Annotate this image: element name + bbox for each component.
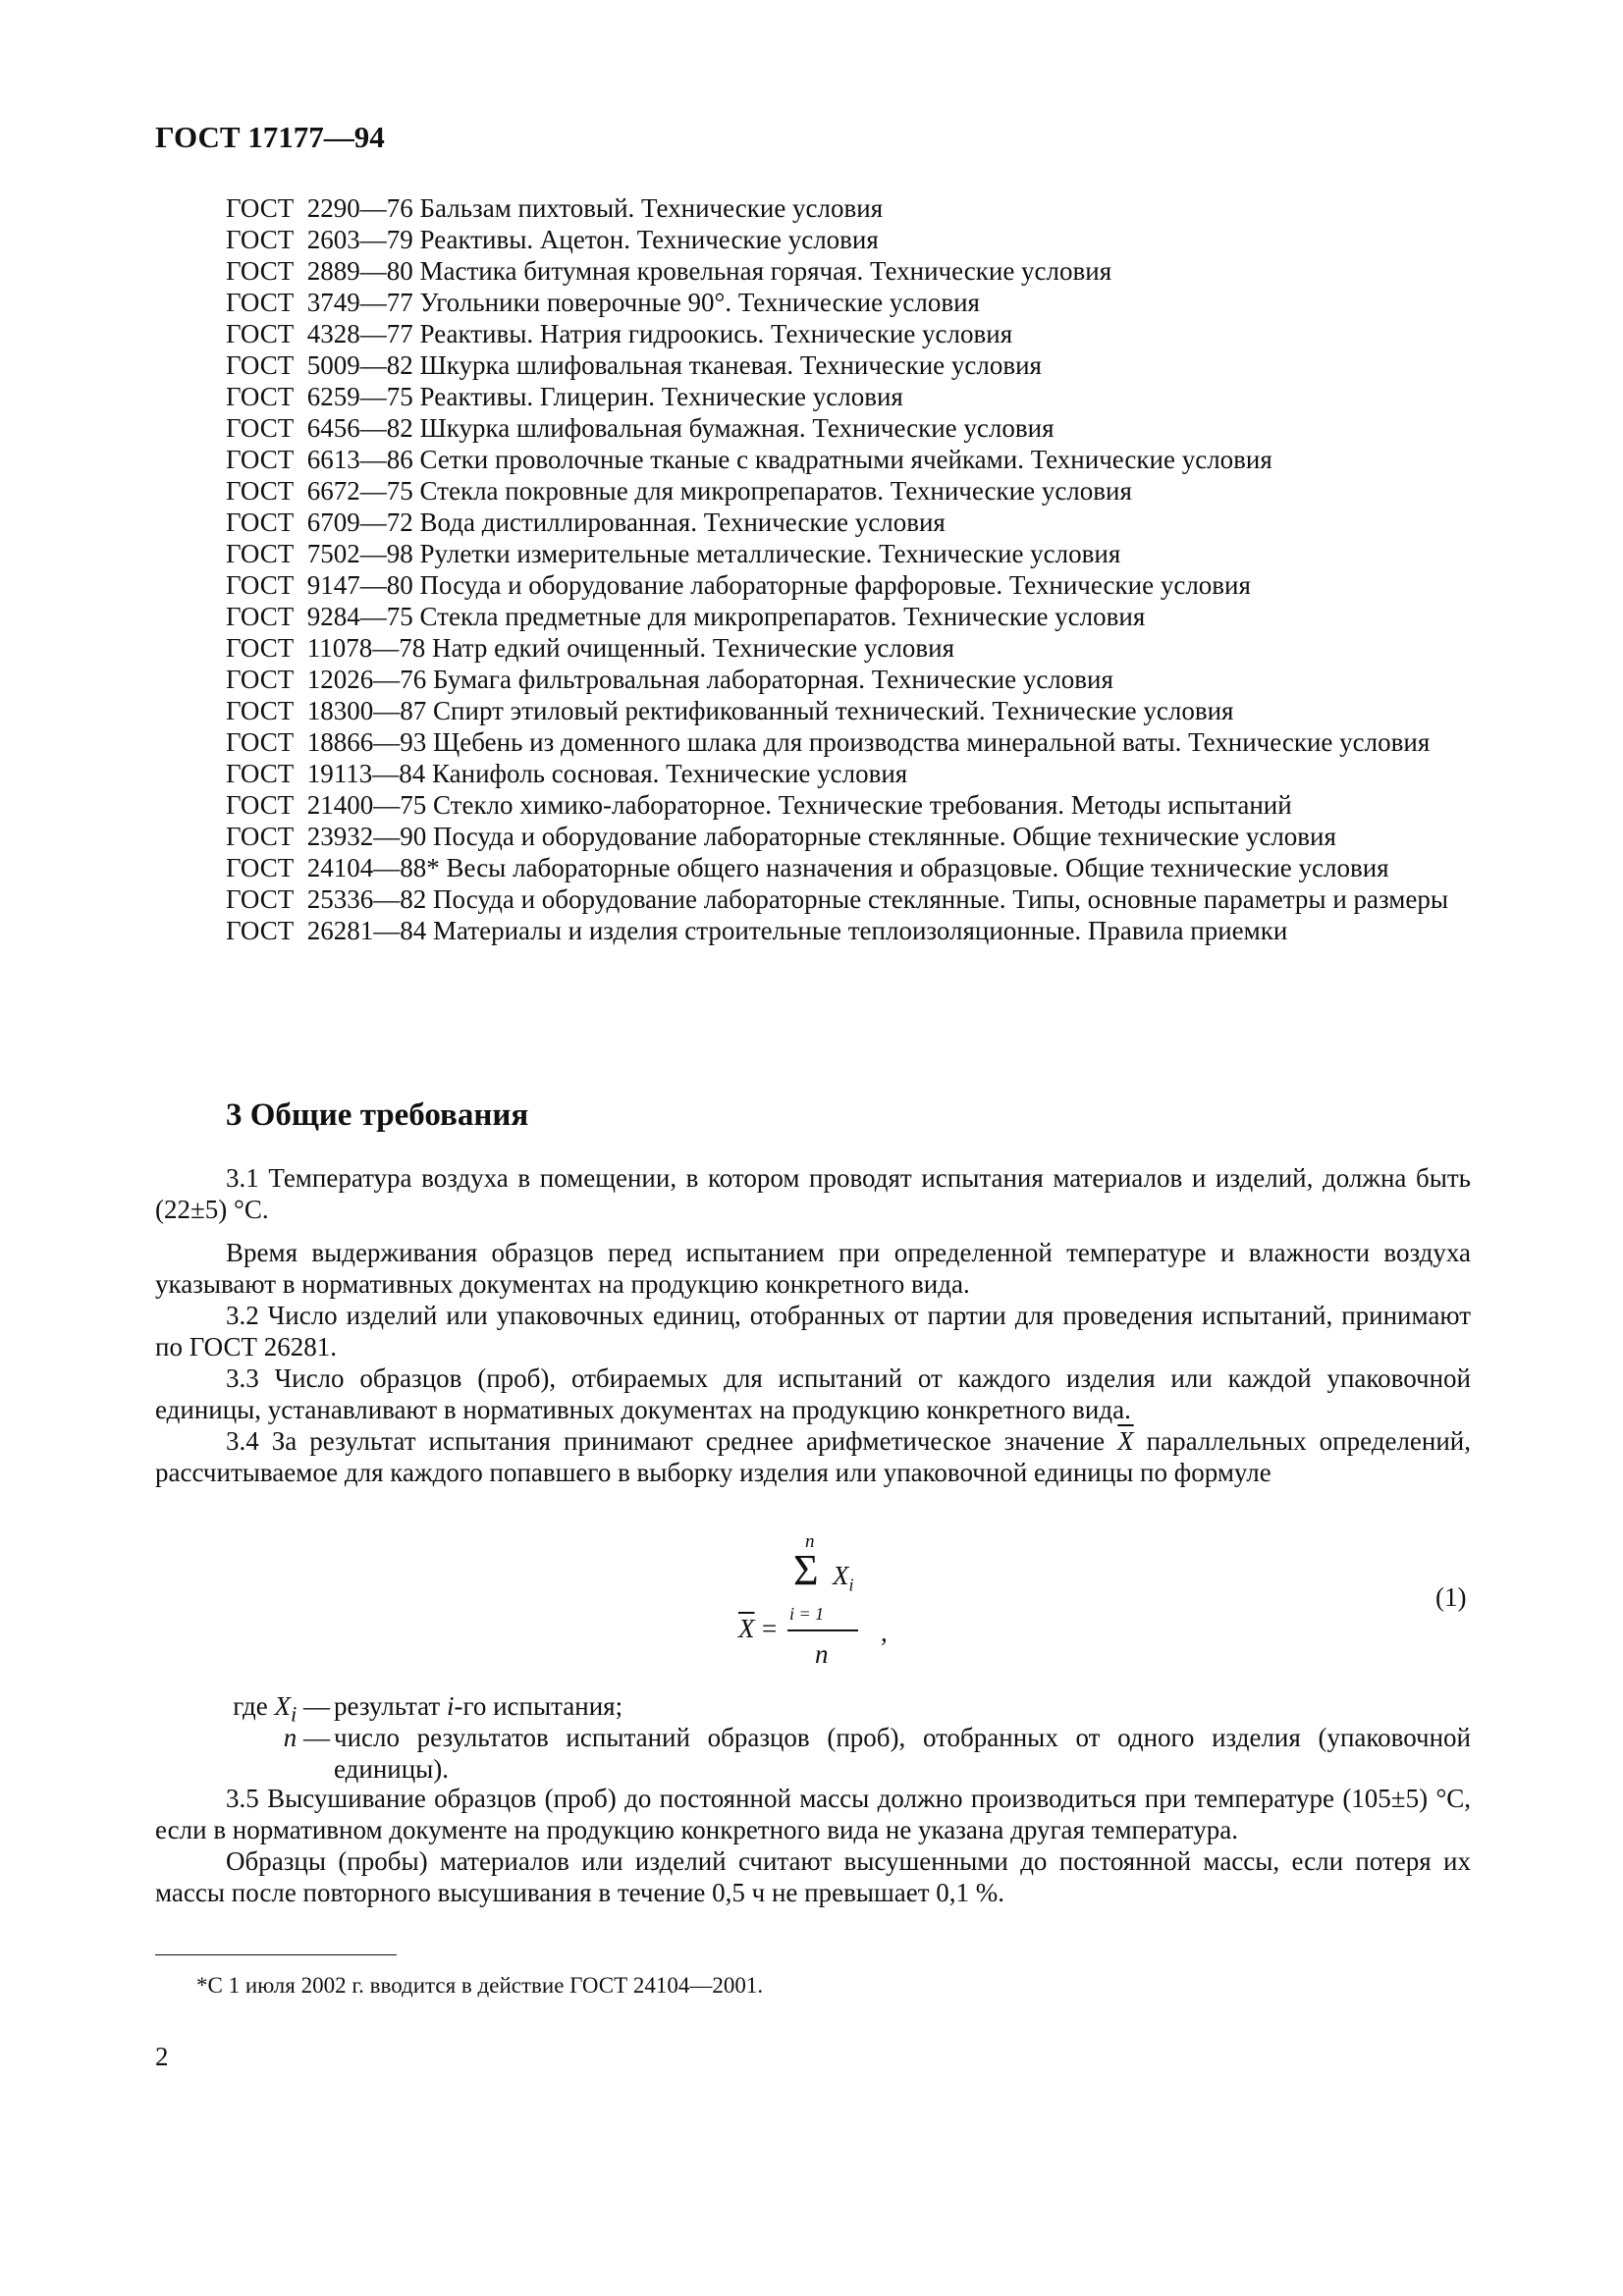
reference-title: Спирт этиловый ректификованный технический. Технические условия bbox=[433, 696, 1234, 725]
paragraph-3-4 bbox=[155, 1425, 1471, 1488]
reference-title: Рулетки измерительные металлические. Технические условия bbox=[419, 539, 1121, 568]
reference-item bbox=[155, 569, 1471, 601]
reference-item bbox=[155, 318, 1471, 349]
equals-sign: = bbox=[762, 1614, 778, 1643]
reference-code: ГОСТ 2290—76 bbox=[226, 193, 413, 223]
paragraph: Время выдерживания образцов перед испытанием при определенной температуре и влажности воздуха указывают в нормативных документах на продукцию конкретного вида. bbox=[155, 1238, 1471, 1299]
sum-term: $X_i$ bbox=[833, 1561, 854, 1595]
reference-code: ГОСТ 12026—76 bbox=[226, 665, 427, 694]
reference-item bbox=[155, 632, 1471, 664]
reference-title: Посуда и оборудование лабораторные фарфоровые. Технические условия bbox=[419, 570, 1251, 600]
reference-title: Стекло химико-лабораторное. Технические требования. Методы испытаний bbox=[433, 790, 1292, 820]
reference-code: ГОСТ 6672—75 bbox=[226, 476, 413, 506]
reference-item bbox=[155, 444, 1471, 475]
reference-item bbox=[155, 883, 1471, 915]
document-header: ГОСТ 17177—94 bbox=[155, 120, 385, 154]
reference-title: Весы лабораторные общего назначения и образцовые. Общие технические условия bbox=[446, 853, 1389, 882]
reference-title: Вода дистиллированная. Технические условия bbox=[419, 507, 946, 537]
reference-code: ГОСТ 2889—80 bbox=[226, 256, 413, 286]
reference-title: Реактивы. Натрия гидроокись. Технические условия bbox=[419, 319, 1013, 348]
reference-title: Щебень из доменного шлака для производства минеральной ваты. Технические условия bbox=[433, 727, 1431, 757]
reference-code: ГОСТ 26281—84 bbox=[226, 916, 427, 945]
reference-title: Мастика битумная кровельная горячая. Технические условия bbox=[419, 256, 1112, 286]
reference-title: Канифоль сосновая. Технические условия bbox=[432, 759, 908, 788]
section-title: 3 Общие требования bbox=[226, 1097, 529, 1133]
reference-item bbox=[155, 538, 1471, 569]
reference-item bbox=[155, 224, 1471, 255]
reference-code: ГОСТ 24104—88* bbox=[226, 853, 440, 882]
reference-code: ГОСТ 18300—87 bbox=[226, 696, 427, 725]
footnote-divider bbox=[155, 1954, 397, 1955]
reference-code: ГОСТ 2603—79 bbox=[226, 225, 413, 254]
legend-description: число результатов испытаний образцов (проб), отобранных от одного изделия (упаковочной единицы). bbox=[334, 1723, 1471, 1784]
reference-title: Бальзам пихтовый. Технические условия bbox=[419, 193, 884, 223]
formula-denominator: n bbox=[815, 1639, 829, 1669]
reference-title: Реактивы. Ацетон. Технические условия bbox=[419, 225, 879, 254]
reference-item bbox=[155, 475, 1471, 507]
reference-title: Реактивы. Глицерин. Технические условия bbox=[419, 382, 903, 411]
paragraph: 3.5 Высушивание образцов (проб) до постоянной массы должно производиться при температуре (105±5) °С, если в нормативном документе на продукцию конкретного вида не указана другая температура. bbox=[155, 1784, 1471, 1844]
reference-item bbox=[155, 412, 1471, 444]
formula-mean bbox=[738, 1531, 935, 1669]
sum-lower-limit: i = 1 bbox=[789, 1604, 825, 1624]
reference-code: ГОСТ 6709—72 bbox=[226, 507, 413, 537]
fraction-bar bbox=[787, 1629, 858, 1631]
reference-item bbox=[155, 664, 1471, 695]
sigma-symbol: Σ bbox=[793, 1546, 819, 1594]
page-number: 2 bbox=[155, 2042, 169, 2071]
reference-title: Шкурка шлифовальная тканевая. Технические условия bbox=[419, 350, 1042, 380]
reference-title: Стекла покровные для микропрепаратов. Технические условия bbox=[419, 476, 1132, 506]
normative-references bbox=[155, 192, 1471, 946]
reference-item bbox=[155, 349, 1471, 381]
reference-code: ГОСТ 23932—90 bbox=[226, 822, 427, 851]
formula-number: (1) bbox=[1435, 1582, 1467, 1612]
formula-comma: , bbox=[881, 1618, 888, 1647]
reference-item bbox=[155, 726, 1471, 758]
formula-legend bbox=[155, 1690, 1471, 1785]
paragraph: 3.3 Число образцов (проб), отбираемых для испытаний от каждого изделия или каждой упаковочной единицы, устанавливают в нормативных документах на продукцию конкретного вида. bbox=[155, 1363, 1471, 1424]
reference-item bbox=[155, 255, 1471, 287]
reference-code: ГОСТ 21400—75 bbox=[226, 790, 427, 820]
paragraph-text: параллельных определений, рассчитываемое для каждого попавшего в выборку изделия или упаковочной единицы по формуле bbox=[155, 1426, 1472, 1487]
reference-item bbox=[155, 695, 1471, 726]
general-requirements-body bbox=[155, 1162, 1471, 1488]
reference-code: ГОСТ 9147—80 bbox=[226, 570, 413, 600]
reference-code: ГОСТ 6259—75 bbox=[226, 382, 413, 411]
reference-code: ГОСТ 6613—86 bbox=[226, 445, 413, 474]
reference-title: Материалы и изделия строительные теплоизоляционные. Правила приемки bbox=[433, 916, 1288, 945]
reference-code: ГОСТ 18866—93 bbox=[226, 727, 427, 757]
formula-lhs: $\overline{X}$ bbox=[738, 1614, 755, 1643]
sum-upper-limit: n bbox=[805, 1531, 815, 1552]
reference-item bbox=[155, 192, 1471, 224]
paragraph: Образцы (пробы) материалов или изделий считают высушенными до постоянной массы, если потеря их массы после повторного высушивания в течение 0,5 ч не превышает 0,1 %. bbox=[155, 1846, 1471, 1907]
reference-title: Шкурка шлифовальная бумажная. Технические условия bbox=[419, 413, 1055, 443]
reference-code: ГОСТ 4328—77 bbox=[226, 319, 413, 348]
reference-item bbox=[155, 789, 1471, 821]
reference-title: Угольники поверочные 90°. Технические условия bbox=[419, 288, 980, 317]
reference-code: ГОСТ 3749—77 bbox=[226, 288, 413, 317]
reference-title: Натр едкий очищенный. Технические условия bbox=[432, 633, 954, 663]
reference-code: ГОСТ 5009—82 bbox=[226, 350, 413, 380]
reference-item bbox=[155, 601, 1471, 632]
legend-row bbox=[155, 1690, 1471, 1727]
reference-title: Посуда и оборудование лабораторные стеклянные. Общие технические условия bbox=[433, 822, 1336, 851]
reference-item bbox=[155, 287, 1471, 318]
paragraph-text: 3.4 За результат испытания принимают среднее арифметическое значение bbox=[226, 1426, 1106, 1456]
paragraph: 3.2 Число изделий или упаковочных единиц, отобранных от партии для проведения испытаний, принимают по ГОСТ 26281. bbox=[155, 1301, 1471, 1362]
reference-code: ГОСТ 25336—82 bbox=[226, 884, 427, 914]
reference-title: Бумага фильтровальная лабораторная. Технические условия bbox=[433, 665, 1113, 694]
reference-item bbox=[155, 821, 1471, 852]
legend-row bbox=[155, 1722, 1471, 1785]
mean-symbol: $\overline{X}$ bbox=[1117, 1426, 1134, 1456]
reference-code: ГОСТ 19113—84 bbox=[226, 759, 426, 788]
footnote: *С 1 июля 2002 г. вводится в действие ГОСТ 24104—2001. bbox=[196, 1973, 764, 1998]
reference-code: ГОСТ 7502—98 bbox=[226, 539, 413, 568]
reference-item bbox=[155, 381, 1471, 412]
reference-code: ГОСТ 6456—82 bbox=[226, 413, 413, 443]
reference-item bbox=[155, 915, 1471, 946]
reference-title: Стекла предметные для микропрепаратов. Технические условия bbox=[419, 602, 1146, 631]
legend-description: результат i-го испытания; bbox=[334, 1691, 623, 1721]
reference-code: ГОСТ 9284—75 bbox=[226, 602, 413, 631]
reference-code: ГОСТ 11078—78 bbox=[226, 633, 426, 663]
reference-item bbox=[155, 507, 1471, 538]
paragraph: 3.1 Температура воздуха в помещении, в котором проводят испытания материалов и изделий, должна быть (22±5) °С. bbox=[155, 1163, 1471, 1224]
reference-item bbox=[155, 852, 1471, 883]
legend-term: где $X_i$ — bbox=[233, 1691, 330, 1727]
drying-requirements-body bbox=[155, 1783, 1471, 1908]
reference-item bbox=[155, 758, 1471, 789]
reference-title: Посуда и оборудование лабораторные стеклянные. Типы, основные параметры и размеры bbox=[433, 884, 1448, 914]
reference-title: Сетки проволочные тканые с квадратными ячейками. Технические условия bbox=[419, 445, 1272, 474]
legend-term: n — bbox=[283, 1723, 330, 1752]
